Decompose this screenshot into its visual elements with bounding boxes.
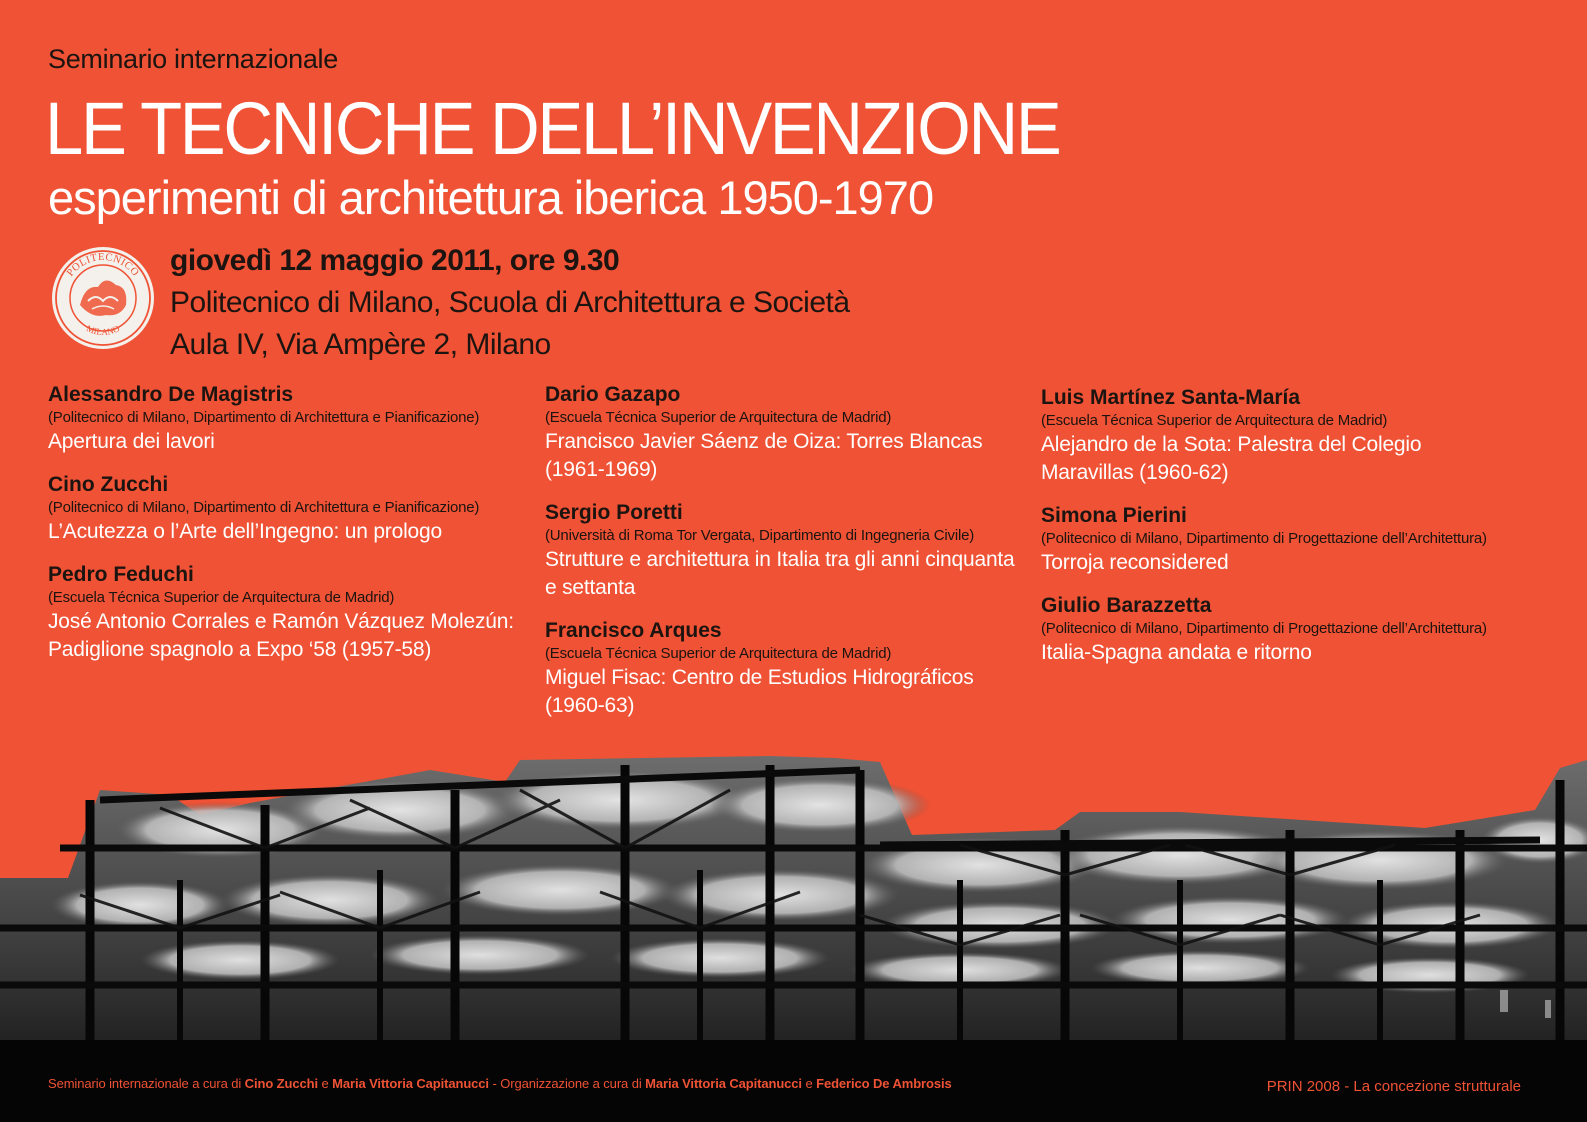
speaker-affiliation: (Politecnico di Milano, Dipartimento di Architettura e Pianificazione) <box>48 499 480 516</box>
speaker-affiliation: (Escuela Técnica Superior de Arquitectura de Madrid) <box>545 645 892 662</box>
kicker: Seminario internazionale <box>48 44 338 74</box>
talk-title-line-2: Maravillas (1960-62) <box>1041 461 1229 484</box>
talk-item <box>545 382 1035 484</box>
speakers-column-2 <box>545 382 1035 736</box>
footer-text: e <box>801 1076 817 1091</box>
talk-title-line-2: Padiglione spagnolo a Expo ‘58 (1957-58) <box>48 638 432 661</box>
speaker-name: Alessandro De Magistris <box>48 383 294 406</box>
talk-title: Italia-Spagna andata e ritorno <box>1041 641 1312 664</box>
speaker-name: Sergio Poretti <box>545 501 683 524</box>
talk-item <box>48 382 538 456</box>
prin-credit: PRIN 2008 - La concezione strutturale <box>1266 1078 1521 1095</box>
curator-name: Cino Zucchi <box>244 1076 318 1091</box>
footer-text: Seminario internazionale a cura di <box>48 1076 245 1091</box>
talk-title: Apertura dei lavori <box>48 430 215 453</box>
seal-top-text: POLITECNICO <box>65 251 141 279</box>
talk-title-line-1: Strutture e architettura in Italia tra gli anni cinquanta <box>545 548 1015 571</box>
event-info <box>170 240 850 366</box>
event-venue: Politecnico di Milano, Scuola di Architettura e Società <box>170 286 850 319</box>
footer-text: e <box>317 1076 333 1091</box>
talk-item <box>545 500 1035 602</box>
talk-item <box>48 472 538 546</box>
talk-item <box>1041 593 1531 667</box>
event-date: giovedì 12 maggio 2011, ore 9.30 <box>170 244 620 277</box>
talk-item <box>48 562 538 664</box>
page-title: LE TECNICHE DELL’INVENZIONE <box>45 87 1060 170</box>
talk-title: L’Acutezza o l’Arte dell’Ingegno: un prologo <box>48 520 442 543</box>
talk-title-line-1: Francisco Javier Sáenz de Oiza: Torres Blancas <box>545 430 983 453</box>
talk-title-line-2: (1960-63) <box>545 694 635 717</box>
speaker-affiliation: (Università di Roma Tor Vergata, Dipartimento di Ingegneria Civile) <box>545 527 975 544</box>
subtitle: esperimenti di architettura iberica 1950-1970 <box>48 171 934 224</box>
talk-item <box>1041 503 1531 577</box>
talk-title-line-2: (1961-1969) <box>545 458 658 481</box>
speaker-affiliation: (Politecnico di Milano, Dipartimento di Progettazione dell’Architettura) <box>1041 620 1487 637</box>
speaker-name: Dario Gazapo <box>545 383 681 406</box>
speaker-affiliation: (Escuela Técnica Superior de Arquitectura de Madrid) <box>545 409 892 426</box>
speakers-column-1 <box>48 382 538 680</box>
speaker-name: Cino Zucchi <box>48 473 169 496</box>
speaker-affiliation: (Escuela Técnica Superior de Arquitectura de Madrid) <box>48 589 395 606</box>
talk-item <box>545 618 1035 720</box>
talk-title-line-2: e settanta <box>545 576 636 599</box>
speaker-name: Luis Martínez Santa-María <box>1041 386 1301 409</box>
footer-credits <box>48 1076 952 1091</box>
speakers-column-3 <box>1041 385 1531 683</box>
speaker-affiliation: (Escuela Técnica Superior de Arquitectura de Madrid) <box>1041 412 1388 429</box>
speaker-name: Francisco Arques <box>545 619 722 642</box>
talk-title-line-1: Alejandro de la Sota: Palestra del Colegio <box>1041 433 1422 456</box>
talk-title-line-1: Miguel Fisac: Centro de Estudios Hidrográficos <box>545 666 974 689</box>
seal-bottom-text: MILANO <box>84 323 122 338</box>
event-room: Aula IV, Via Ampère 2, Milano <box>170 328 551 361</box>
organizer-name: Maria Vittoria Capitanucci <box>645 1076 802 1091</box>
speaker-affiliation: (Politecnico di Milano, Dipartimento di Progettazione dell’Architettura) <box>1041 530 1487 547</box>
politecnico-seal-logo <box>50 245 156 351</box>
talk-title: Torroja reconsidered <box>1041 551 1229 574</box>
talk-item <box>1041 385 1531 487</box>
speaker-affiliation: (Politecnico di Milano, Dipartimento di Architettura e Pianificazione) <box>48 409 480 426</box>
footer-text: - Organizzazione a cura di <box>488 1076 646 1091</box>
curator-name: Maria Vittoria Capitanucci <box>332 1076 489 1091</box>
speaker-name: Simona Pierini <box>1041 504 1187 527</box>
organizer-name: Federico De Ambrosis <box>816 1076 952 1091</box>
talk-title-line-1: José Antonio Corrales e Ramón Vázquez Molezún: <box>48 610 514 633</box>
speaker-name: Pedro Feduchi <box>48 563 194 586</box>
speaker-name: Giulio Barazzetta <box>1041 594 1212 617</box>
